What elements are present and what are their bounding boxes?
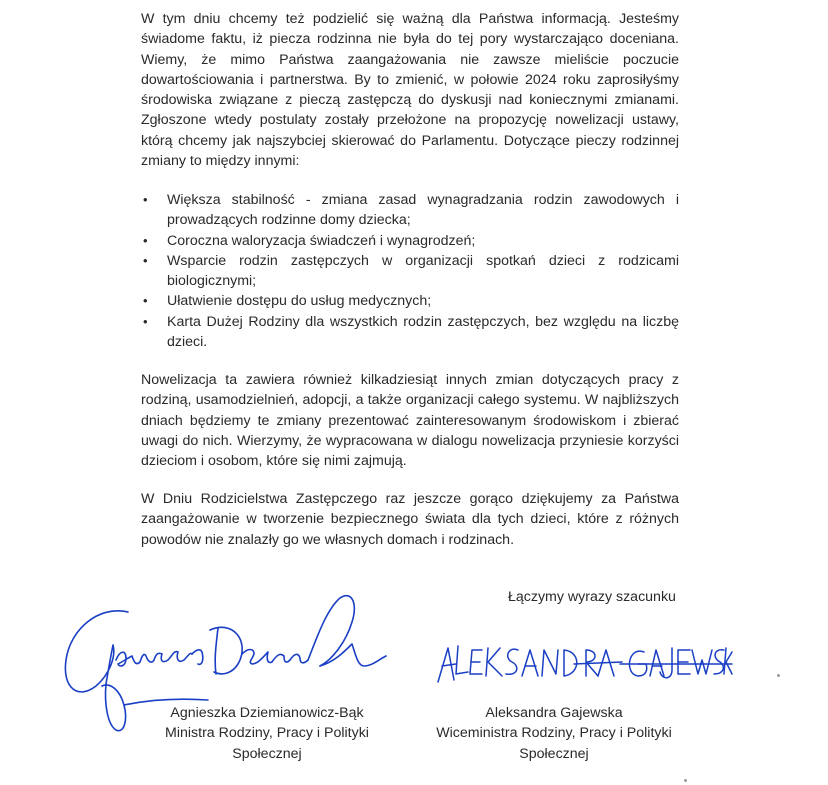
bullet-icon: •	[143, 293, 148, 309]
signatory-name: Agnieszka Dziemianowicz-Bąk	[170, 705, 364, 721]
list-item	[141, 231, 679, 251]
letter-paragraph-3: W Dniu Rodzicielstwa Zastępczego raz jeszcze gorąco dziękujemy za Państwa zaangażowanie w tworzenie bezpiecznego świata dla tych dzieci, które z różnych powodów nie znalazły go we własnych domach i rodzinach.	[141, 491, 679, 548]
letter-paragraph-1: W tym dniu chcemy też podzielić się ważną dla Państwa informacją. Jesteśmy świadome faktu, iż piecza rodzinna nie była do tej pory wystarczająco doceniana. Wiemy, że mimo Państwa zaangażowania nie zawsze mieliście poczucie dowartościowania i partnerstwa. By to zmienić, w połowie 2024 roku zaprosiłyśmy środowiska związane z pieczą zastępczą do dyskusji nad koniecznymi zmianami. Zgłoszone wtedy postulaty zostały przełożone na propozycję nowelizacji ustawy, którą chcemy jak najszybciej skierować do Parlamentu. Dotyczące pieczy rodzinnej zmiany to między innymi:	[141, 11, 679, 170]
changes-list	[141, 190, 679, 352]
list-item-text: Karta Dużej Rodziny dla wszystkich rodzin zastępczych, bez względu na liczbę dzieci.	[167, 313, 679, 351]
signatory-2	[420, 703, 688, 764]
list-item-text: Większa stabilność - zmiana zasad wynagradzania rodzin zawodowych i prowadzących rodzinne domy dziecka;	[167, 192, 679, 229]
signatory-title: Ministra Rodziny, Pracy i Polityki	[165, 725, 369, 742]
list-item-text: Wsparcie rodzin zastępczych w organizacji spotkań dzieci z rodzicami biologicznymi;	[167, 252, 679, 290]
bullet-icon: •	[143, 313, 148, 329]
signatory-name: Aleksandra Gajewska	[485, 705, 623, 721]
closing-salutation: Łączymy wyrazy szacunku	[508, 589, 676, 605]
list-item	[141, 190, 679, 231]
list-item	[141, 312, 679, 353]
list-item-text: Coroczna waloryzacja świadczeń i wynagrodzeń;	[167, 232, 476, 249]
bullet-icon: •	[143, 252, 148, 268]
scan-speck	[777, 674, 780, 677]
signatory-1	[133, 703, 401, 764]
list-item	[141, 251, 679, 292]
scan-speck	[684, 779, 687, 782]
bullet-icon: •	[143, 192, 148, 207]
bullet-icon: •	[143, 232, 148, 248]
signatory-title-continued: Społecznej	[519, 745, 589, 762]
signatory-title: Wiceministra Rodziny, Pracy i Polityki	[436, 725, 672, 742]
list-item	[141, 291, 679, 311]
signatory-title-continued: Społecznej	[232, 745, 302, 762]
letter-paragraph-2: Nowelizacja ta zawiera również kilkadziesiąt innych zmian dotyczących pracy z rodziną, usamodzielnień, adopcji, a także organizacji całego systemu. W najbliższych dniach będziemy te zmiany prezentować zainteresowanym środowiskom i zbierać uwagi do nich. Wierzymy, że wypracowana w dialogu nowelizacja przyniesie korzyści dzieciom i osobom, które się nimi zajmują.	[141, 372, 679, 470]
signature-gajewska	[434, 630, 734, 690]
list-item-text: Ułatwienie dostępu do usług medycznych;	[167, 293, 432, 310]
